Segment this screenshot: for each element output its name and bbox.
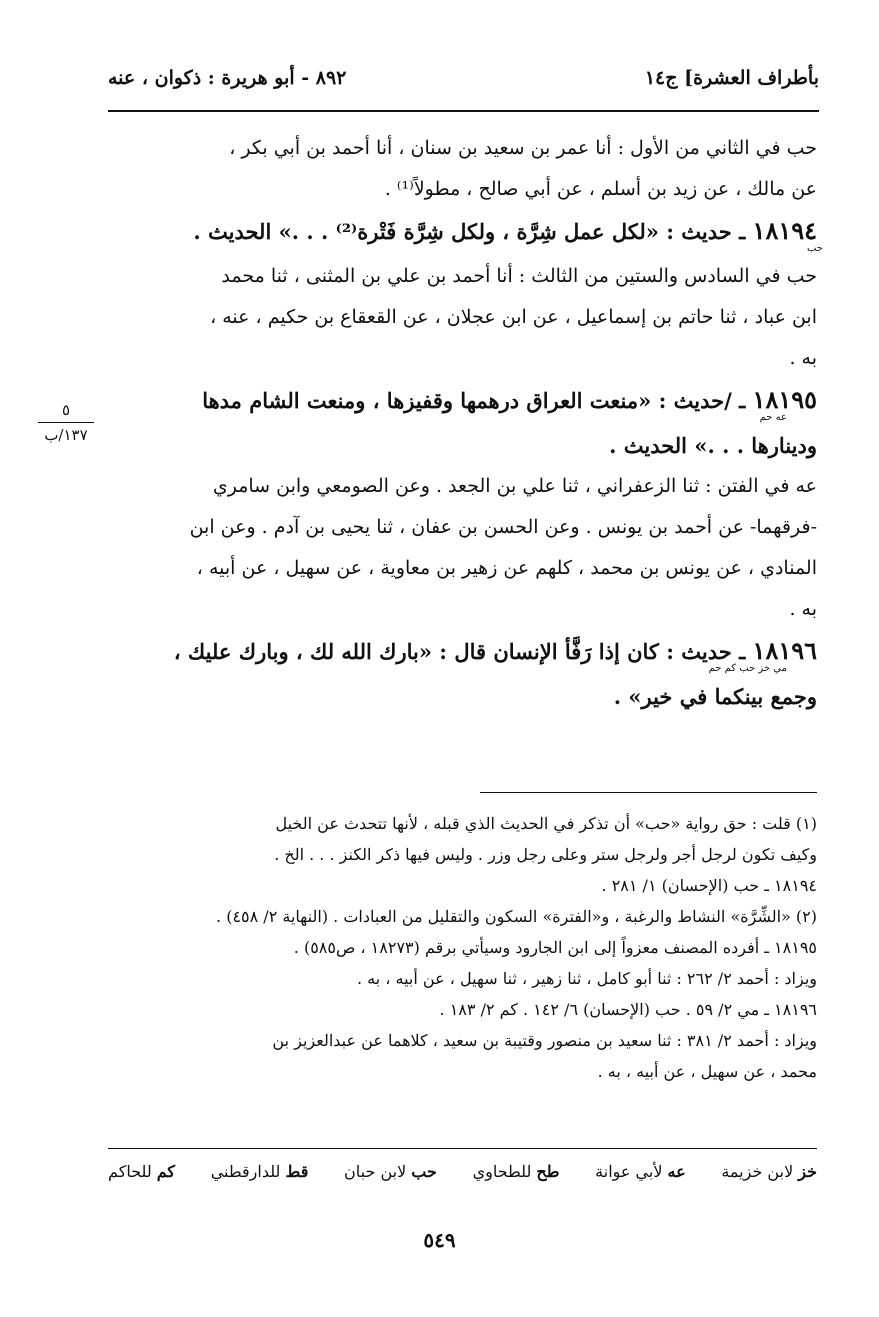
text-line: حب في السادس والستين من الثالث : أنا أحمد بن علي بن المثنى ، ثنا محمد bbox=[221, 265, 817, 287]
page-number: ٥٤٩ bbox=[423, 1228, 456, 1252]
legend-rule bbox=[108, 1148, 817, 1149]
text-line: عه في الفتن : ثنا الزعفراني ، ثنا علي بن الجعد . وعن الصومعي وابن سامري bbox=[212, 475, 817, 497]
text-line: ابن عباد ، ثنا حاتم بن إسماعيل ، عن ابن عجلان ، عن القعقاع بن حكيم ، عنه ، bbox=[210, 306, 817, 328]
folio-divider bbox=[38, 422, 94, 423]
footnote-line: ويزاد : أحمد ٢/ ٢٦٢ : ثنا أبو كامل ، ثنا زهير ، ثنا سهيل ، عن أبيه ، به . bbox=[356, 969, 817, 988]
text-line: به . bbox=[789, 598, 817, 620]
footnote-line: (١) قلت : حق رواية «حب» أن تذكر في الحديث الذي قبله ، لأنها تتحدث عن الخيل bbox=[275, 814, 817, 833]
hadith-18195 bbox=[108, 379, 817, 421]
main-text bbox=[108, 128, 823, 717]
legend-item: حب لابن حبان bbox=[344, 1162, 437, 1181]
text-line: -فرقهما- عن أحمد بن يونس . وعن الحسن بن عفان ، ثنا يحيى بن آدم . وعن ابن bbox=[189, 516, 817, 538]
hadith-text: ـ حديث : كان إذا رَفَّأ الإنسان قال : «بارك الله لك ، وبارك عليك ، bbox=[173, 639, 746, 664]
hadith-text: ـ /حديث : «منعت العراق درهمها وقفيزها ، ومنعت الشام مدها bbox=[202, 388, 746, 413]
legend-item: طح للطحاوي bbox=[472, 1162, 560, 1181]
folio-reference: ١٣٧/ب bbox=[44, 426, 88, 444]
hadith-sigla: حب bbox=[806, 243, 823, 254]
hadith-sigla: عه حم bbox=[759, 412, 787, 423]
abbreviation-legend bbox=[108, 1162, 817, 1181]
legend-item: خز لابن خزيمة bbox=[721, 1162, 817, 1181]
hadith-text-continued: ودينارها . . .» الحديث . bbox=[609, 433, 817, 458]
footnote-line: محمد ، عن سهيل ، عن أبيه ، به . bbox=[597, 1062, 817, 1081]
footnote-line: (٢) «الشِّرَّة» النشاط والرغبة ، و«الفترة» السكون والتقليل من العبادات . (النهاية ٢/ ٤٥٨) . bbox=[216, 907, 817, 926]
hadith-text-continued: وجمع بينكما في خير» . bbox=[613, 684, 817, 709]
text-line: المنادي ، عن يونس بن محمد ، كلهم عن زهير بن معاوية ، عن سهيل ، عن أبيه ، bbox=[196, 557, 817, 579]
footnote-line: ويزاد : أحمد ٢/ ٣٨١ : ثنا سعيد بن منصور وقتيبة بن سعيد ، كلاهما عن عبدالعزيز بن bbox=[272, 1031, 817, 1050]
text-line: عن مالك ، عن زيد بن أسلم ، عن أبي صالح ، مطولاً⁽¹⁾ . bbox=[384, 178, 817, 200]
hadith-number: ١٨١٩٥ bbox=[752, 385, 817, 414]
footnote-line: وكيف تكون لرجل أجر ولرجل ستر وعلى رجل وزر . وليس فيها ذكر الكنز . . . الخ . bbox=[274, 845, 817, 864]
text-line: به . bbox=[789, 347, 817, 369]
running-header bbox=[108, 58, 819, 98]
header-section-title: ٨٩٢ - أبو هريرة : ذكوان ، عنه bbox=[108, 67, 347, 89]
hadith-sigla: مي خز حب كم حم bbox=[708, 663, 787, 674]
manuscript-folio-note bbox=[34, 400, 98, 445]
footnote-line: ١٨١٩٦ ـ مي ٢/ ٥٩ . حب (الإحسان) ٦/ ١٤٢ . كم ٢/ ١٨٣ . bbox=[439, 1000, 817, 1019]
legend-item: كم للحاكم bbox=[108, 1162, 176, 1181]
footnote-line: ١٨١٩٥ ـ أفرده المصنف معزواً إلى ابن الجارود وسيأتي برقم (١٨٢٧٣ ، ص٥٨٥) . bbox=[293, 938, 817, 957]
legend-item: قط للدارقطني bbox=[210, 1162, 309, 1181]
header-book-title: بأطراف العشرة] ج١٤ bbox=[644, 67, 819, 89]
footnote-rule bbox=[480, 792, 817, 793]
hadith-18194 bbox=[108, 210, 817, 252]
hadith-number: ١٨١٩٤ bbox=[752, 216, 817, 245]
footnote-line: ١٨١٩٤ ـ حب (الإحسان) ١/ ٢٨١ . bbox=[601, 876, 817, 895]
legend-item: عه لأبي عوانة bbox=[595, 1162, 686, 1181]
folio-line-number: ٥ bbox=[61, 401, 71, 419]
header-rule bbox=[108, 110, 819, 112]
footnotes bbox=[108, 808, 817, 1087]
text-line: حب في الثاني من الأول : أنا عمر بن سعيد بن سنان ، أنا أحمد بن أبي بكر ، bbox=[229, 137, 817, 159]
hadith-text: ـ حديث : «لكل عمل شِرَّة ، ولكل شِرَّة فَتْرة⁽²⁾ . . .» الحديث . bbox=[193, 219, 746, 244]
hadith-number: ١٨١٩٦ bbox=[752, 636, 817, 665]
